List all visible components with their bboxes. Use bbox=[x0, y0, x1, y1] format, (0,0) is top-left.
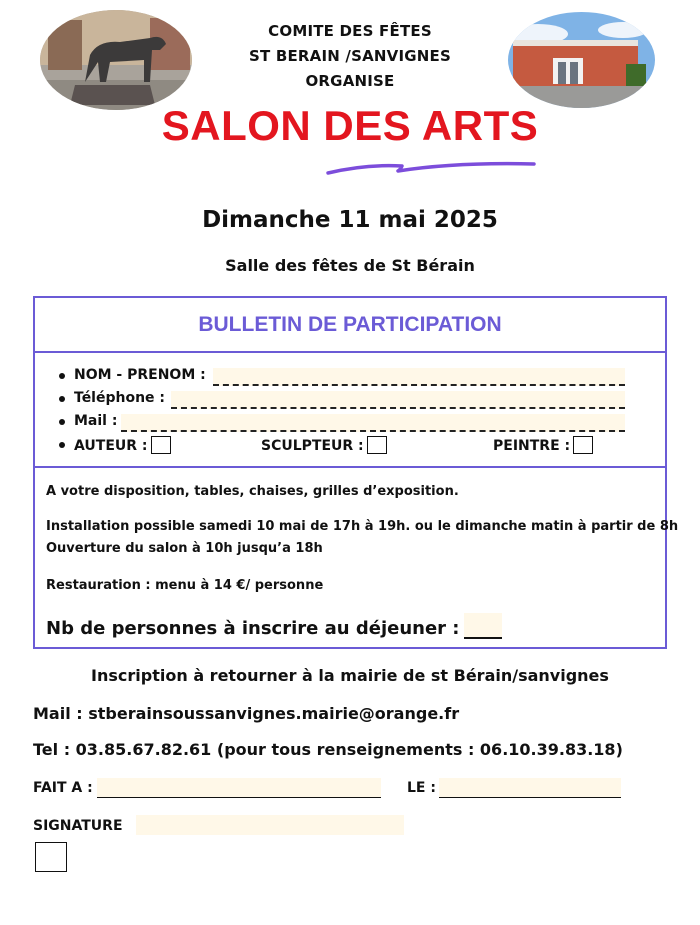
return-instructions: Inscription à retourner à la mairie de st Bérain/sanvignes bbox=[91, 666, 609, 685]
phone-label: Téléphone : bbox=[74, 390, 166, 406]
info-equipment: A votre disposition, tables, chaises, grilles d’exposition. bbox=[46, 484, 459, 499]
bullet-icon bbox=[59, 373, 65, 379]
decorative-squiggle bbox=[326, 158, 538, 178]
info-installation: Installation possible samedi 10 mai de 17h à 19h. ou le dimanche matin à partir de 8h bbox=[46, 519, 679, 534]
mail-input[interactable] bbox=[121, 414, 625, 432]
event-title: SALON DES ARTS bbox=[161, 102, 539, 149]
peintre-option bbox=[493, 436, 593, 454]
sculpture-photo bbox=[40, 10, 192, 110]
event-venue: Salle des fêtes de St Bérain bbox=[225, 256, 475, 275]
sculpteur-label: SCULPTEUR : bbox=[261, 438, 364, 454]
form-title: BULLETIN DE PARTICIPATION bbox=[35, 298, 665, 353]
sculpteur-option bbox=[261, 436, 387, 454]
auteur-option bbox=[74, 436, 171, 454]
name-label: NOM - PRENOM : bbox=[74, 367, 206, 383]
auteur-checkbox[interactable] bbox=[151, 436, 171, 454]
lunch-count-label: Nb de personnes à inscrire au déjeuner : bbox=[46, 618, 460, 639]
salle-des-fetes-photo bbox=[508, 12, 655, 108]
phone-input[interactable] bbox=[171, 391, 625, 409]
event-date: Dimanche 11 mai 2025 bbox=[202, 207, 498, 233]
date-input[interactable] bbox=[439, 778, 621, 798]
event-information bbox=[35, 468, 679, 648]
peintre-label: PEINTRE : bbox=[493, 438, 571, 454]
participant-fields bbox=[35, 353, 665, 468]
fait-a-label: FAIT A : bbox=[33, 780, 93, 796]
bullet-icon bbox=[59, 396, 65, 402]
organiser-line-2: ST BERAIN /SANVIGNES bbox=[248, 47, 451, 65]
signature-checkbox[interactable] bbox=[35, 842, 67, 872]
mail-label: Mail : bbox=[74, 413, 118, 429]
organiser-line-3: ORGANISE bbox=[305, 72, 395, 90]
info-opening-hours: Ouverture du salon à 10h jusqu’a 18h bbox=[46, 541, 323, 556]
bullet-icon bbox=[59, 442, 65, 448]
bullet-icon bbox=[59, 419, 65, 425]
signature-label: SIGNATURE bbox=[33, 818, 123, 834]
contact-phone: Tel : 03.85.67.82.61 (pour tous renseignements : 06.10.39.83.18) bbox=[33, 740, 623, 759]
mail-row bbox=[35, 412, 665, 432]
peintre-checkbox[interactable] bbox=[573, 436, 593, 454]
date-label: LE : bbox=[407, 780, 436, 796]
name-input[interactable] bbox=[213, 368, 625, 386]
category-row bbox=[35, 435, 665, 455]
organiser-line-1: COMITE DES FÊTES bbox=[268, 22, 432, 40]
lunch-count-row bbox=[46, 613, 502, 639]
fait-a-input[interactable] bbox=[97, 778, 381, 798]
sculpteur-checkbox[interactable] bbox=[367, 436, 387, 454]
lunch-count-input[interactable] bbox=[464, 613, 502, 639]
contact-mail: Mail : stberainsoussanvignes.mairie@orange.fr bbox=[33, 704, 460, 723]
signature-input[interactable] bbox=[136, 815, 404, 835]
phone-row bbox=[35, 389, 665, 409]
auteur-label: AUTEUR : bbox=[74, 438, 148, 454]
info-restauration: Restauration : menu à 14 €/ personne bbox=[46, 578, 324, 593]
participation-form bbox=[33, 296, 679, 649]
name-row bbox=[35, 366, 665, 386]
